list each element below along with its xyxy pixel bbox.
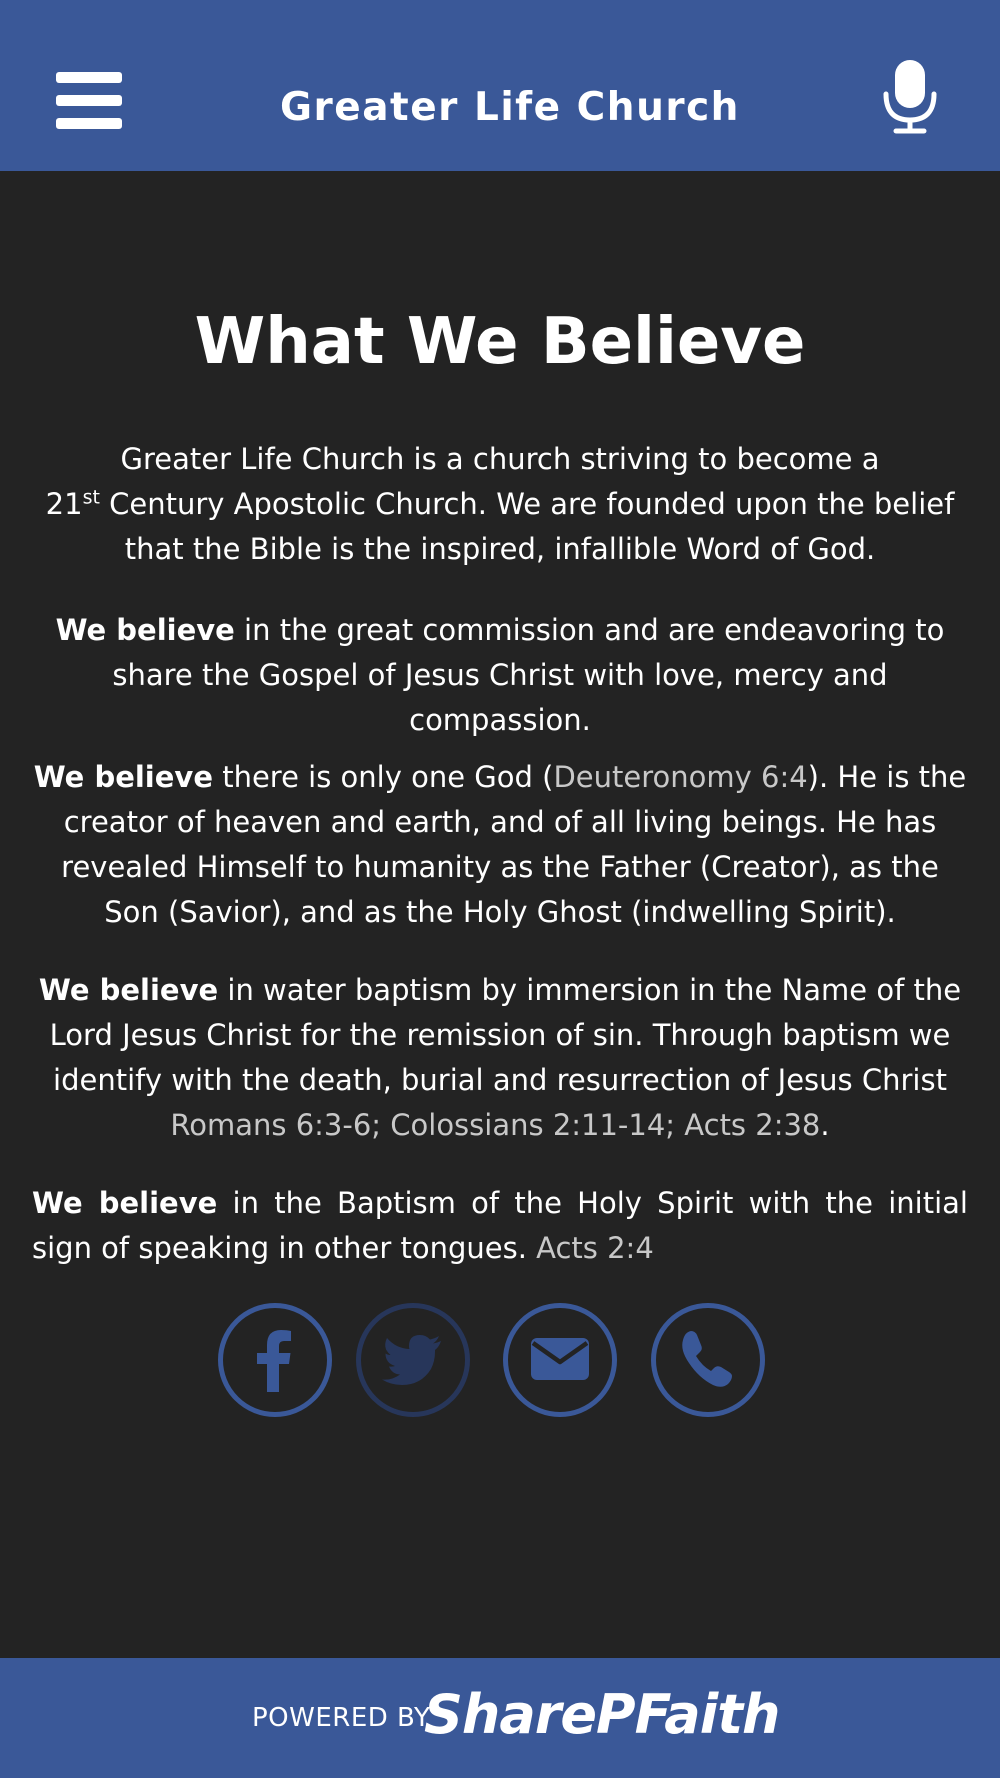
app-header xyxy=(0,0,1000,171)
belief-lead: We believe xyxy=(55,613,235,647)
scripture-link[interactable]: Romans 6:3-6; Colossians 2:11-14; Acts 2:38 xyxy=(170,1108,821,1142)
belief-paragraph-2 xyxy=(32,755,968,935)
century-number: 21 xyxy=(45,487,83,521)
belief-text: in water baptism by immersion in the Name of the Lord Jesus Christ for the remission of sin. Through baptism we identify with the death, burial and resurrection of Jesus Christ xyxy=(49,973,962,1097)
page-title: What We Believe xyxy=(194,305,806,379)
app-footer xyxy=(0,1658,1000,1778)
main-content xyxy=(0,171,1000,1658)
century-suffix: st xyxy=(82,486,100,509)
belief-text: there is only one God ( xyxy=(213,760,554,794)
belief-text: in the Baptism of the Holy Spirit with the initial sign of speaking in other tongues. xyxy=(32,1186,968,1265)
belief-lead: We believe xyxy=(33,760,213,794)
intro-line1: Greater Life Church is a church striving to become a xyxy=(120,442,880,476)
scripture-link[interactable]: Deuteronomy 6:4 xyxy=(553,760,808,794)
powered-by-label: POWERED BY xyxy=(252,1703,431,1733)
belief-paragraph-1 xyxy=(32,608,968,743)
intro-paragraph xyxy=(32,437,968,572)
belief-lead: We believe xyxy=(38,973,219,1007)
belief-paragraph-4 xyxy=(32,1181,968,1271)
belief-paragraph-3 xyxy=(32,968,968,1148)
sharefaith-logo[interactable]: SharePFaith xyxy=(424,1683,780,1746)
twitter-icon xyxy=(361,1308,465,1412)
hamburger-menu-icon[interactable] xyxy=(56,72,122,130)
phone-icon xyxy=(656,1308,760,1412)
facebook-button[interactable] xyxy=(218,1303,332,1417)
belief-text: . xyxy=(820,1108,830,1142)
email-button[interactable] xyxy=(503,1303,617,1417)
belief-text: ). He is the creator of heaven and earth, and of all living beings. He has revealed Himself to humanity as the Father (Creator), as the Son (Savior), and as the Holy Ghost (indwelling Spirit). xyxy=(61,760,967,929)
belief-text: in the great commission and are endeavoring to share the Gospel of Jesus Christ with love, mercy and compassion. xyxy=(112,613,945,737)
email-icon xyxy=(508,1308,612,1412)
microphone-icon[interactable] xyxy=(880,58,940,134)
twitter-button[interactable] xyxy=(356,1303,470,1417)
app-title: Greater Life Church xyxy=(280,85,740,130)
phone-button[interactable] xyxy=(651,1303,765,1417)
facebook-icon xyxy=(223,1308,327,1412)
intro-rest: Century Apostolic Church. We are founded upon the belief that the Bible is the inspired, infallible Word of God. xyxy=(99,487,955,566)
scripture-link[interactable]: Acts 2:4 xyxy=(536,1231,654,1265)
belief-lead: We believe xyxy=(32,1186,218,1220)
